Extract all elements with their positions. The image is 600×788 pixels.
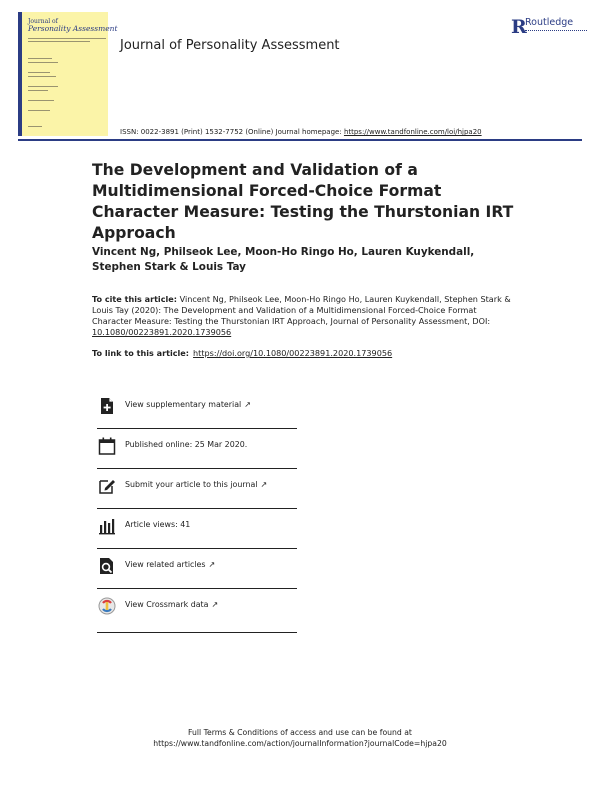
external-link-icon: ↗ (260, 480, 268, 489)
doi-link[interactable]: 10.1080/00223891.2020.1739056 (92, 327, 232, 337)
external-link-icon: ↗ (211, 600, 219, 609)
article-link-line (92, 348, 392, 358)
item-divider (97, 508, 297, 509)
item-label: View related articles (125, 560, 206, 569)
journal-cover-image (18, 12, 118, 136)
crossmark-icon (97, 596, 117, 616)
supplement-plus-icon (97, 396, 117, 416)
search-document-icon (97, 556, 117, 576)
cover-rule (28, 90, 48, 91)
item-label: Published online: 25 Mar 2020. (125, 440, 248, 449)
cover-rule (28, 86, 58, 87)
cover-rule (28, 100, 54, 101)
footer-terms-link[interactable]: https://www.tandfonline.com/action/journalInformation?journalCode=hjpa20 (153, 739, 447, 748)
cover-rule (28, 58, 52, 59)
journal-name: Journal of Personality Assessment (120, 38, 340, 53)
external-link-icon: ↗ (208, 560, 216, 569)
item-label: View supplementary material (125, 400, 242, 409)
item-label: View Crossmark data (125, 600, 209, 609)
article-title: The Development and Validation of a Multidimensional Forced-Choice Format Character Measure: Testing the Thurstonian IRT Approach (92, 161, 514, 242)
edit-pencil-icon (97, 476, 117, 496)
cover-rule (28, 62, 58, 63)
cover-rule (28, 126, 42, 127)
cover-rule (28, 38, 106, 39)
routledge-logo-icon: R (511, 16, 527, 38)
item-divider (97, 548, 297, 549)
terms-footer (0, 727, 600, 749)
cover-title-small: Journal of (28, 18, 58, 25)
cite-label: To cite this article: (92, 294, 178, 304)
item-divider (97, 428, 297, 429)
item-divider (97, 468, 297, 469)
publisher-logo[interactable] (511, 16, 591, 40)
publisher-name: Routledge (525, 17, 574, 28)
item-divider (97, 632, 297, 633)
article-url-link[interactable]: https://doi.org/10.1080/00223891.2020.1739056 (193, 348, 393, 358)
cover-rule (28, 76, 56, 77)
journal-homepage-link[interactable]: https://www.tandfonline.com/loi/hjpa20 (343, 128, 482, 136)
issn-text: ISSN: 0022-3891 (Print) 1532-7752 (Online) Journal homepage: (120, 128, 344, 136)
issn-line (120, 128, 482, 136)
bar-chart-icon (97, 516, 117, 536)
calendar-icon (97, 436, 117, 456)
cover-rule (28, 41, 90, 42)
header-divider (18, 139, 582, 141)
item-label: Submit your article to this journal (125, 480, 258, 489)
article-authors: Vincent Ng, Philseok Lee, Moon-Ho Ringo Ho, Lauren Kuykendall, Stephen Stark & Louis Tay (92, 246, 475, 273)
cite-text: Vincent Ng, Philseok Lee, Moon-Ho Ringo Ho, Lauren Kuykendall, Stephen Stark & Louis Tay (2020): The Development and Validation of a Multidimensional Forced-Choice Format Character Measure: Testing the Thurstonian IRT Approach, Journal of Personality Assessment, DOI: (92, 294, 511, 326)
link-label: To link to this article: (92, 348, 190, 358)
item-label: Article views: 41 (125, 520, 191, 529)
external-link-icon: ↗ (244, 400, 251, 409)
cover-rule (28, 72, 50, 73)
publisher-tagline (525, 30, 587, 34)
cover-title-large: Personality Assessment (28, 24, 118, 33)
footer-line-1: Full Terms & Conditions of access and use can be found at (188, 728, 412, 737)
citation-block (92, 294, 512, 338)
cover-rule (28, 110, 50, 111)
item-divider (97, 588, 297, 589)
